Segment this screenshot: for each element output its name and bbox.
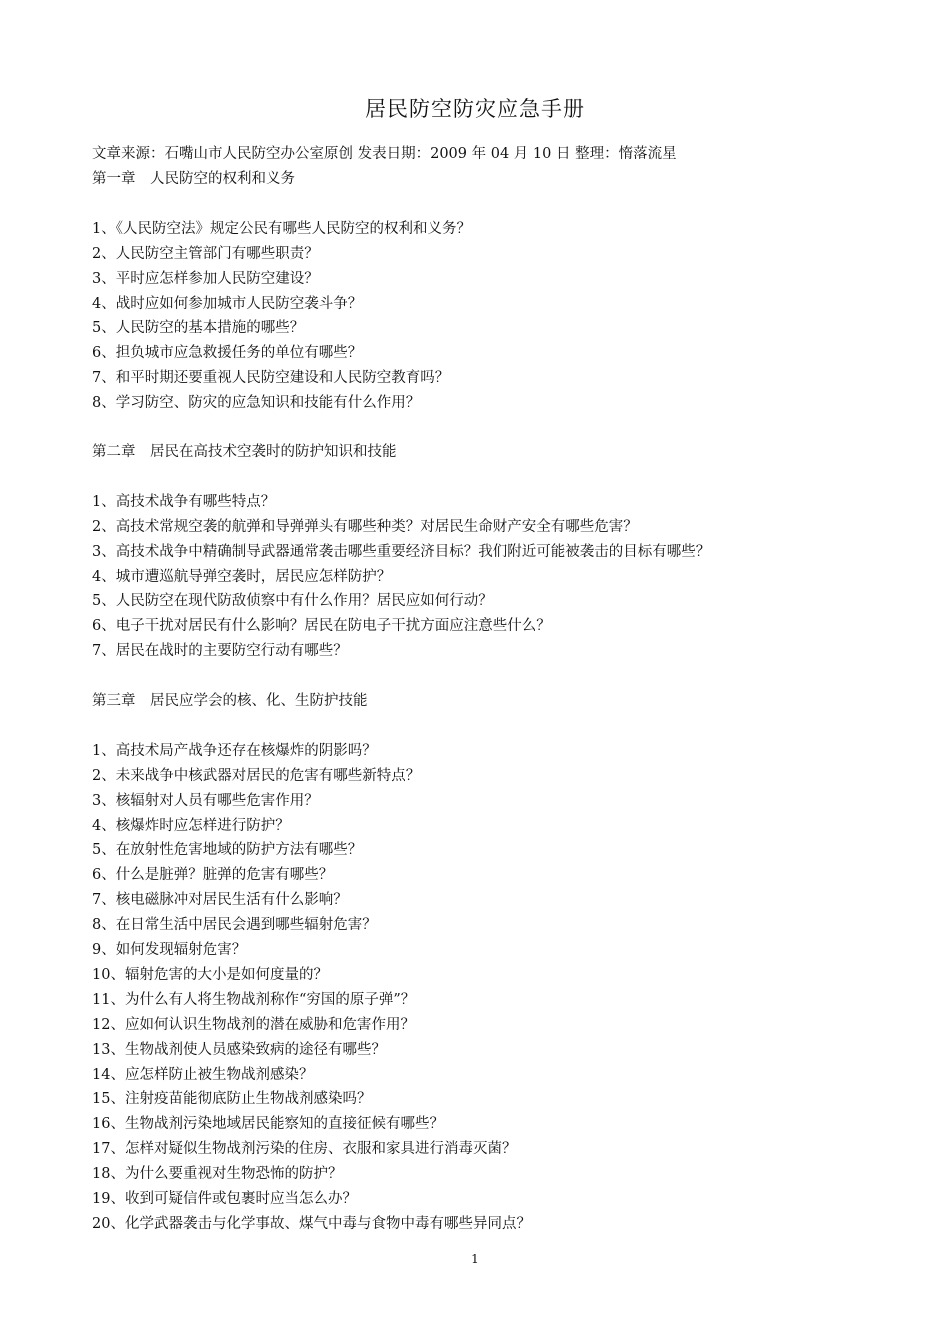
list-item: 5、人民防空在现代防敌侦察中有什么作用？居民应如何行动？: [92, 593, 493, 610]
list-item: 8、学习防空、防灾的应急知识和技能有什么作用？: [92, 395, 421, 412]
list-item: 4、核爆炸时应怎样进行防护？: [92, 817, 290, 834]
question-list: [92, 490, 710, 664]
list-item: 14、应怎样防止被生物战剂感染？: [92, 1066, 314, 1083]
list-item: 7、和平时期还要重视人民防空建设和人民防空教育吗？: [92, 370, 450, 387]
list-item: 16、生物战剂污染地域居民能察知的直接征候有哪些？: [92, 1116, 444, 1133]
list-item: 3、平时应怎样参加人民防空建设？: [92, 270, 319, 287]
list-item: 1、高技术战争有哪些特点？: [92, 493, 276, 510]
list-item: 2、未来战争中核武器对居民的危害有哪些新特点？: [92, 767, 421, 784]
list-item: 3、高技术战争中精确制导武器通常袭击哪些重要经济目标？我们附近可能被袭击的目标有哪些？: [92, 543, 711, 560]
chapter-heading: 第二章 居民在高技术空袭时的防护知识和技能: [92, 444, 397, 460]
list-item: 17、怎样对疑似生物战剂污染的住房、衣服和家具进行消毒灭菌？: [92, 1141, 517, 1158]
list-item: 8、在日常生活中居民会遇到哪些辐射危害？: [92, 917, 377, 934]
list-item: 10、辐射危害的大小是如何度量的？: [92, 966, 328, 983]
list-item: 20、化学武器袭击与化学事故、煤气中毒与食物中毒有哪些异同点？: [92, 1216, 531, 1233]
list-item: 4、战时应如何参加城市人民防空袭斗争？: [92, 295, 363, 312]
chapter-heading: 第一章 人民防空的权利和义务: [92, 171, 295, 187]
list-item: 2、高技术常规空袭的航弹和导弹弹头有哪些种类？对居民生命财产安全有哪些危害？: [92, 518, 638, 535]
list-item: 13、生物战剂使人员感染致病的途径有哪些？: [92, 1041, 386, 1058]
list-item: 2、人民防空主管部门有哪些职责？: [92, 245, 319, 262]
list-item: 7、居民在战时的主要防空行动有哪些？: [92, 643, 348, 660]
list-item: 12、应如何认识生物战剂的潜在威胁和危害作用？: [92, 1016, 415, 1033]
list-item: 18、为什么要重视对生物恐怖的防护？: [92, 1166, 343, 1183]
document-title: 居民防空防灾应急手册: [365, 97, 585, 121]
list-item: 3、核辐射对人员有哪些危害作用？: [92, 792, 319, 809]
chapter-3: [92, 689, 531, 1237]
chapter-heading: 第三章 居民应学会的核、化、生防护技能: [92, 693, 368, 709]
chapter-1: [92, 167, 471, 416]
list-item: 6、电子干扰对居民有什么影响？居民在防电子干扰方面应注意些什么？: [92, 618, 551, 635]
question-list: [92, 739, 531, 1237]
list-item: 6、什么是脏弹？脏弹的危害有哪些？: [92, 867, 334, 884]
list-item: 19、收到可疑信件或包裹时应当怎么办？: [92, 1191, 357, 1208]
list-item: 4、城市遭巡航导弹空袭时，居民应怎样防护？: [92, 568, 392, 585]
chapter-2: [92, 440, 710, 664]
question-list: [92, 217, 471, 416]
list-item: 1、《人民防空法》规定公民有哪些人民防空的权利和义务？: [92, 220, 471, 237]
page-number: 1: [471, 1252, 479, 1266]
list-item: 9、如何发现辐射危害？: [92, 942, 247, 959]
list-item: 6、担负城市应急救援任务的单位有哪些？: [92, 345, 363, 362]
list-item: 7、核电磁脉冲对居民生活有什么影响？: [92, 892, 348, 909]
list-item: 5、在放射性危害地域的防护方法有哪些？: [92, 842, 363, 859]
list-item: 5、人民防空的基本措施的哪些？: [92, 320, 305, 337]
list-item: 15、注射疫苗能彻底防止生物战剂感染吗？: [92, 1091, 372, 1108]
list-item: 11、为什么有人将生物战剂称作“穷国的原子弹”？: [92, 991, 416, 1008]
source-meta-line: 文章来源：石嘴山市人民防空办公室原创 发表日期：2009 年 04 月 10 日 整理：惰落流星: [92, 146, 677, 162]
list-item: 1、高技术局产战争还存在核爆炸的阴影吗？: [92, 742, 377, 759]
